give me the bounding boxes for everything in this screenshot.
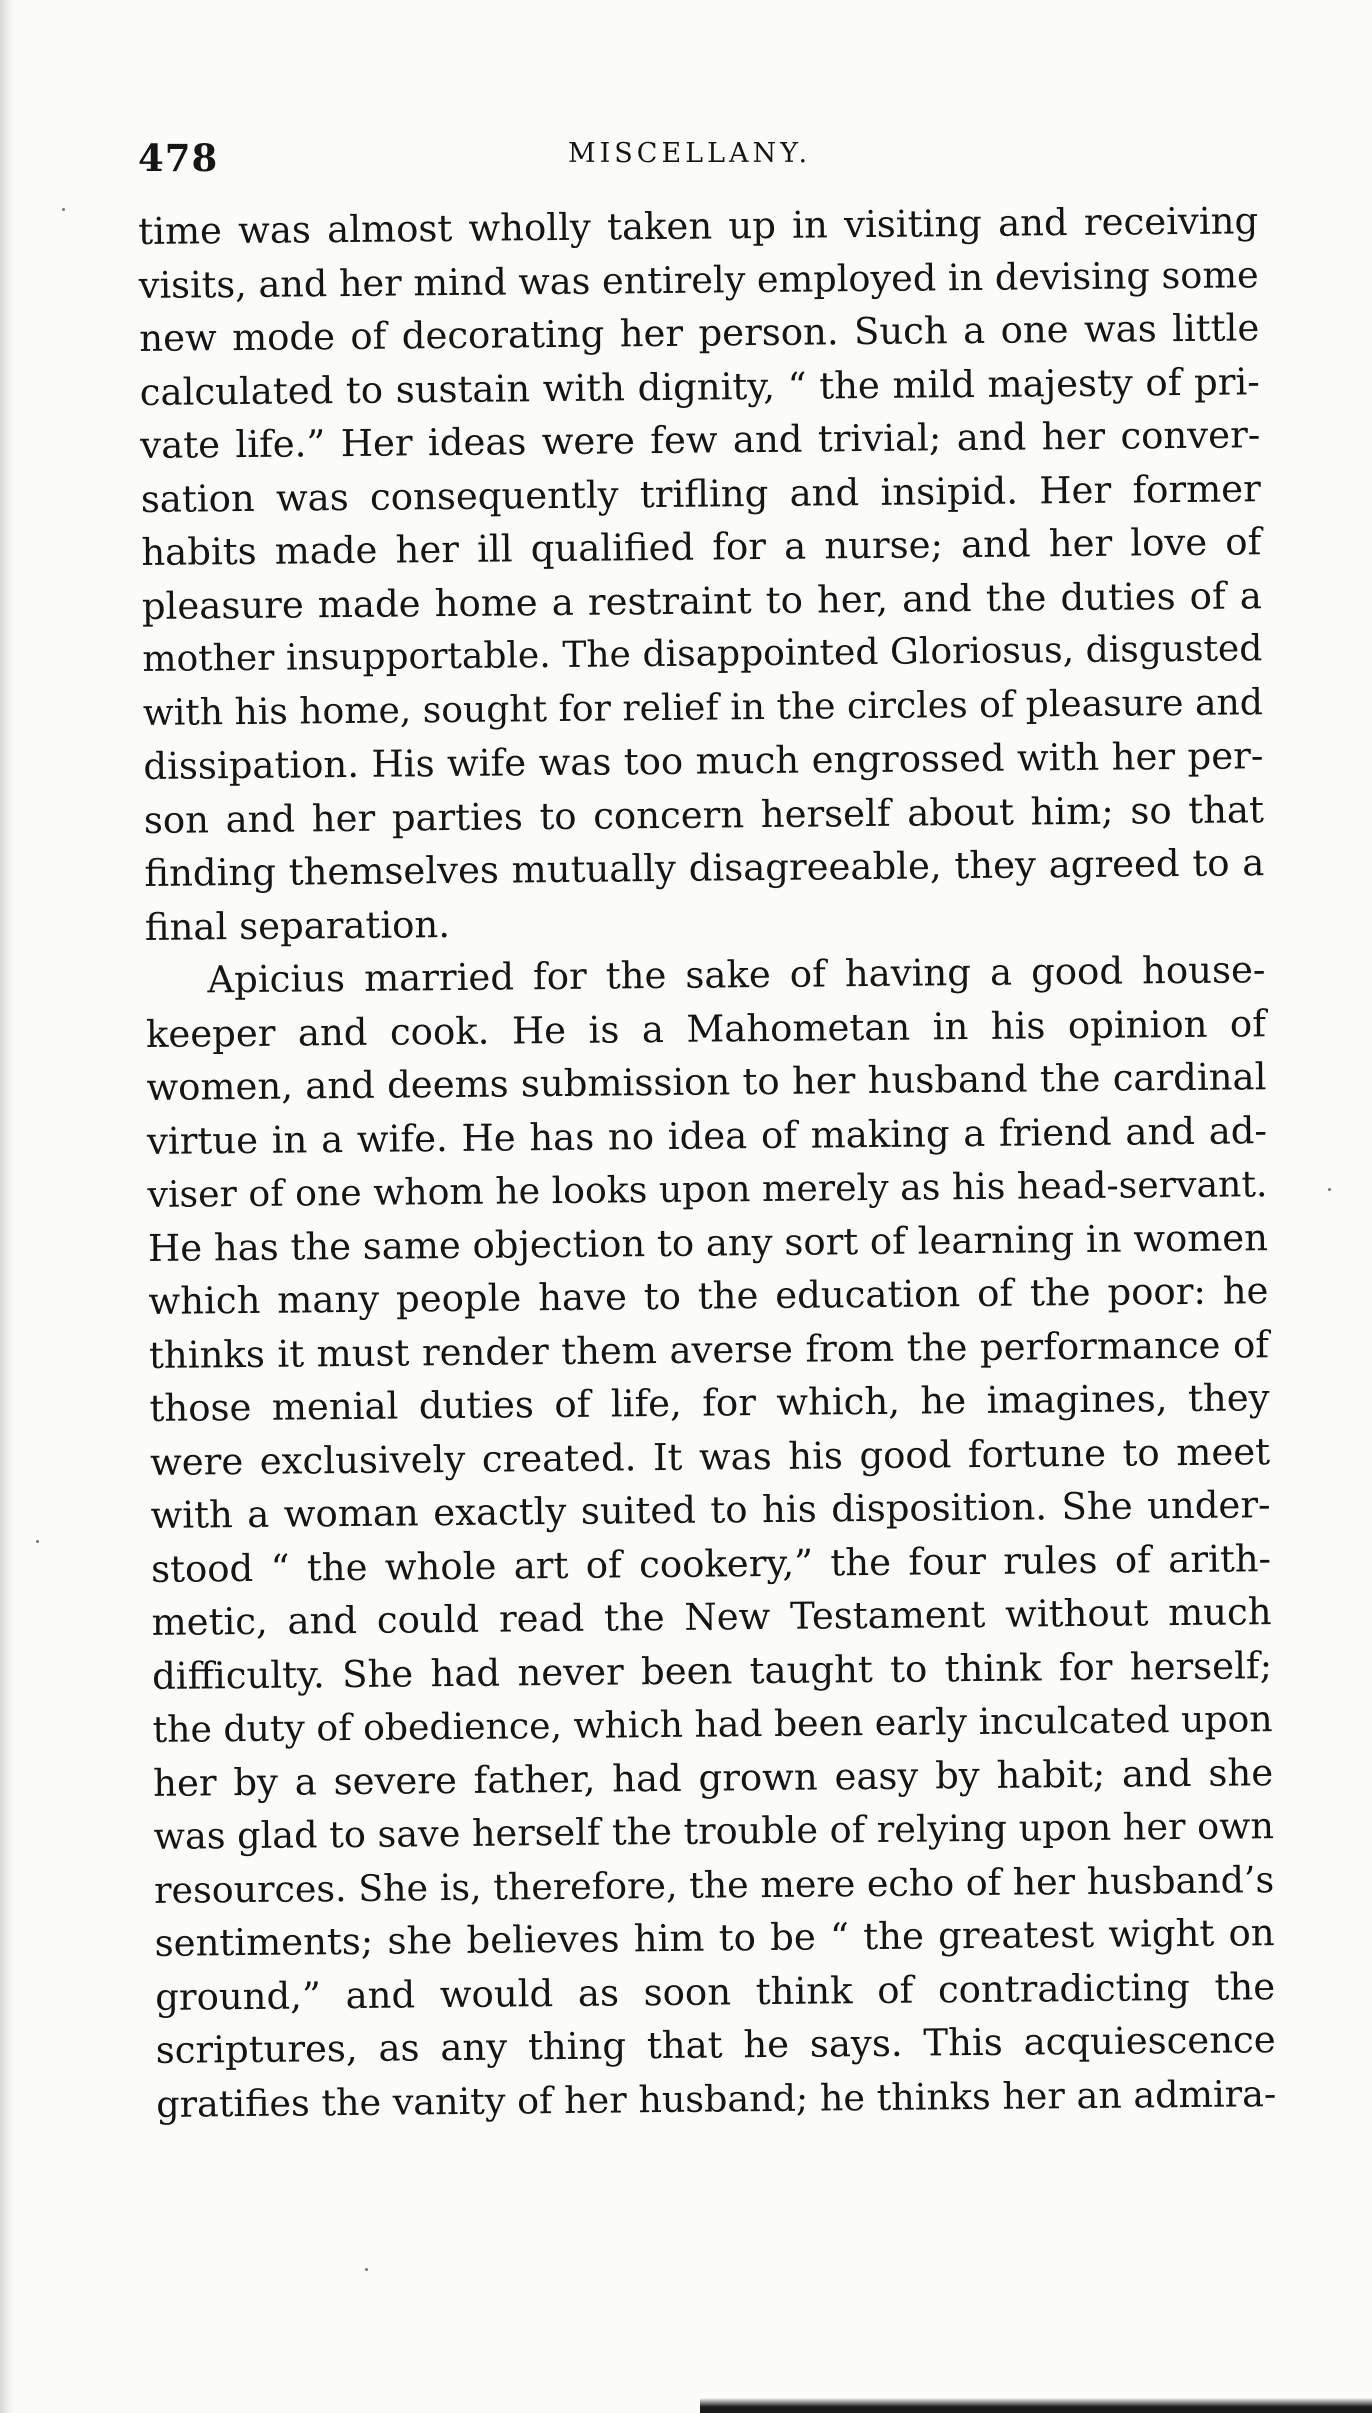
text-line: ground,” and would as soon think of contradicting the <box>154 1964 1276 2019</box>
text-line: finding themselves mutually disagreeable, they agreed to a <box>144 841 1265 895</box>
text-line: scriptures, as any thing that he says. This acquiescence <box>155 2018 1276 2072</box>
text-line: which many people have to the education of the poor: he <box>148 1269 1269 1323</box>
text-line: pleasure made home a restraint to her, and the duties of a <box>141 573 1263 628</box>
text-line: metic, and could read the New Testament without much <box>151 1590 1272 1644</box>
text-line: son and her parties to concern herself about him; so that <box>143 787 1265 842</box>
paper-speck <box>36 1540 39 1543</box>
text-line: those menial duties of life, for which, he imagines, they <box>149 1376 1270 1430</box>
text-line: Apicius married for the sake of having a good house- <box>207 948 1266 1002</box>
text-line: with a woman exactly suited to his disposition. She under- <box>150 1483 1271 1537</box>
text-line: stood “ the whole art of cookery,” the four rules of arith- <box>150 1536 1272 1591</box>
text-line: her by a severe father, had grown easy by habit; and she <box>152 1750 1274 1805</box>
text-line: new mode of decorating her person. Such a one was little <box>139 306 1260 360</box>
paragraph <box>145 943 1276 2131</box>
paper-speck <box>1328 1188 1331 1191</box>
page-spine-shadow <box>0 0 14 2413</box>
text-line: were exclusively created. It was his good fortune to meet <box>149 1429 1271 1484</box>
text-line: calculated to sustain with dignity, “ the mild majesty of pri- <box>139 359 1260 414</box>
text-line: time was almost wholly taken up in visiting and receiving <box>138 199 1259 253</box>
text-line: was glad to save herself the trouble of relying upon her own <box>153 1804 1275 1858</box>
text-line: visits, and her mind was entirely employed in devising some <box>138 252 1259 307</box>
text-line: difficulty. She had never been taught to think for herself; <box>151 1643 1273 1698</box>
page-header <box>138 136 1258 186</box>
page-number: 478 <box>138 136 219 180</box>
text-line: habits made her ill qualified for a nurse; and her love of <box>141 520 1262 574</box>
page-bottom-edge <box>700 2398 1372 2413</box>
text-line: with his home, sought for relief in the circles of pleasure and <box>142 680 1264 734</box>
text-line: mother insupportable. The disappointed Gloriosus, disgusted <box>142 628 1263 680</box>
text-line: women, and deems submission to her husband the cardinal <box>146 1055 1267 1109</box>
text-line: final separation. <box>144 902 451 949</box>
text-line: gratifies the vanity of her husband; he thinks her an admira- <box>156 2071 1277 2126</box>
text-line: virtue in a wife. He has no idea of making a friend and ad- <box>146 1108 1268 1163</box>
body-text <box>138 194 1276 2131</box>
text-line: dissipation. His wife was too much engrossed with her per- <box>143 734 1264 788</box>
text-line: sentiments; she believes him to be “ the greatest wight on <box>154 1911 1275 1965</box>
text-line: viser of one whom he looks upon merely as his head-servant. <box>147 1162 1268 1216</box>
paragraph <box>138 194 1265 954</box>
text-line: the duty of obedience, which had been early inculcated upon <box>152 1697 1273 1751</box>
paper-speck <box>62 208 65 211</box>
text-line: thinks it must render them averse from the performance of <box>148 1322 1270 1377</box>
text-line: resources. She is, therefore, the mere echo of her husband’s <box>153 1857 1275 1912</box>
text-line: sation was consequently trifling and insipid. Her former <box>140 466 1261 521</box>
text-line: keeper and cook. He is a Mahometan in his opinion of <box>145 1001 1267 1056</box>
paper-speck <box>365 2268 368 2271</box>
text-line: He has the same objection to any sort of learning in women <box>147 1215 1269 1270</box>
text-line: vate life.” Her ideas were few and trivial; and her conver- <box>140 413 1261 467</box>
running-head: MISCELLANY. <box>568 138 812 169</box>
